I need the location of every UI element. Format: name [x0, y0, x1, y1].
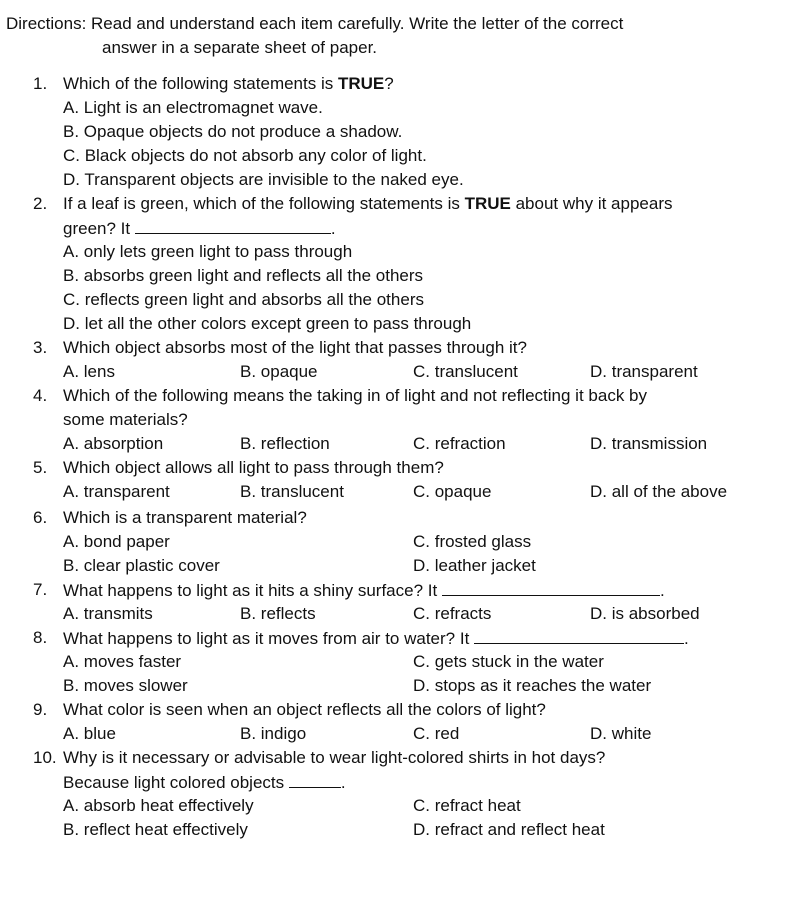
question-stem: If a leaf is green, which of the following statements is TRUE about why it appears [63, 194, 673, 213]
choice-b: B. moves slower [63, 676, 188, 695]
question-stem-line-2: green? It . [63, 219, 336, 238]
choice-d: D. is absorbed [590, 604, 700, 623]
question-number: 5. [33, 458, 48, 477]
directions-line-2: answer in a separate sheet of paper. [102, 38, 378, 57]
choice-d: D. stops as it reaches the water [413, 676, 652, 695]
directions-line-1: Directions: Read and understand each item carefully. Write the letter of the correct [6, 14, 624, 33]
question-stem-line-2: some materials? [63, 410, 188, 429]
question-number: 10. [33, 748, 57, 767]
choice-a: A. lens [63, 362, 115, 381]
question-stem-line-2: Because light colored objects . [63, 773, 346, 792]
question-number: 2. [33, 194, 48, 213]
question-stem: Which of the following statements is TRUE? [63, 74, 394, 93]
choice-c: C. refraction [413, 434, 506, 453]
choice-d: D. transparent [590, 362, 698, 381]
choice-b: B. translucent [240, 482, 344, 501]
choice-b: B. reflect heat effectively [63, 820, 248, 839]
question-stem: Which object absorbs most of the light that passes through it? [63, 338, 527, 357]
choice-d: D. transmission [590, 434, 708, 453]
question-stem: Which is a transparent material? [63, 508, 307, 527]
question-stem: Which of the following means the taking in of light and not reflecting it back by [63, 386, 647, 405]
question-number: 1. [33, 74, 48, 93]
choice-a: A. Light is an electromagnet wave. [63, 98, 323, 117]
choice-b: B. absorbs green light and reflects all the others [63, 266, 424, 285]
question-stem: Which object allows all light to pass through them? [63, 458, 444, 477]
choice-d: D. leather jacket [413, 556, 536, 575]
choice-a: A. only lets green light to pass through [63, 242, 353, 261]
question-stem: Why is it necessary or advisable to wear light-colored shirts in hot days? [63, 748, 606, 767]
choice-a: A. blue [63, 724, 116, 743]
choice-b: B. clear plastic cover [63, 556, 220, 575]
choice-c: C. translucent [413, 362, 518, 381]
choice-a: A. absorb heat effectively [63, 796, 254, 815]
choice-a: A. bond paper [63, 532, 170, 551]
choice-b: B. indigo [240, 724, 307, 743]
question-number: 3. [33, 338, 48, 357]
choice-c: C. gets stuck in the water [413, 652, 604, 671]
choice-a: A. transmits [63, 604, 153, 623]
choice-c: C. reflects green light and absorbs all the others [63, 290, 424, 309]
answer-blank [474, 628, 684, 644]
choice-c: C. opaque [413, 482, 492, 501]
answer-blank [289, 772, 341, 788]
choice-b: B. reflection [240, 434, 330, 453]
choice-a: A. absorption [63, 434, 164, 453]
choice-c: C. frosted glass [413, 532, 532, 551]
choice-d: D. let all the other colors except green to pass through [63, 314, 472, 333]
question-number: 4. [33, 386, 48, 405]
question-stem: What happens to light as it hits a shiny surface? It . [63, 581, 665, 600]
choice-b: B. reflects [240, 604, 316, 623]
choice-d: D. white [590, 724, 652, 743]
question-number: 6. [33, 508, 48, 527]
choice-a: A. transparent [63, 482, 170, 501]
question-number: 9. [33, 700, 48, 719]
choice-d: D. refract and reflect heat [413, 820, 605, 839]
choice-a: A. moves faster [63, 652, 182, 671]
question-number: 8. [33, 628, 48, 647]
question-stem: What color is seen when an object reflects all the colors of light? [63, 700, 546, 719]
choice-d: D. all of the above [590, 482, 728, 501]
choice-c: C. red [413, 724, 460, 743]
choice-b: B. Opaque objects do not produce a shadow. [63, 122, 403, 141]
answer-blank [135, 218, 331, 234]
choice-b: B. opaque [240, 362, 318, 381]
choice-d: D. Transparent objects are invisible to the naked eye. [63, 170, 464, 189]
choice-c: C. refract heat [413, 796, 521, 815]
choice-c: C. refracts [413, 604, 492, 623]
answer-blank [442, 580, 660, 596]
question-stem: What happens to light as it moves from air to water? It . [63, 629, 689, 648]
choice-c: C. Black objects do not absorb any color of light. [63, 146, 427, 165]
question-number: 7. [33, 580, 48, 599]
